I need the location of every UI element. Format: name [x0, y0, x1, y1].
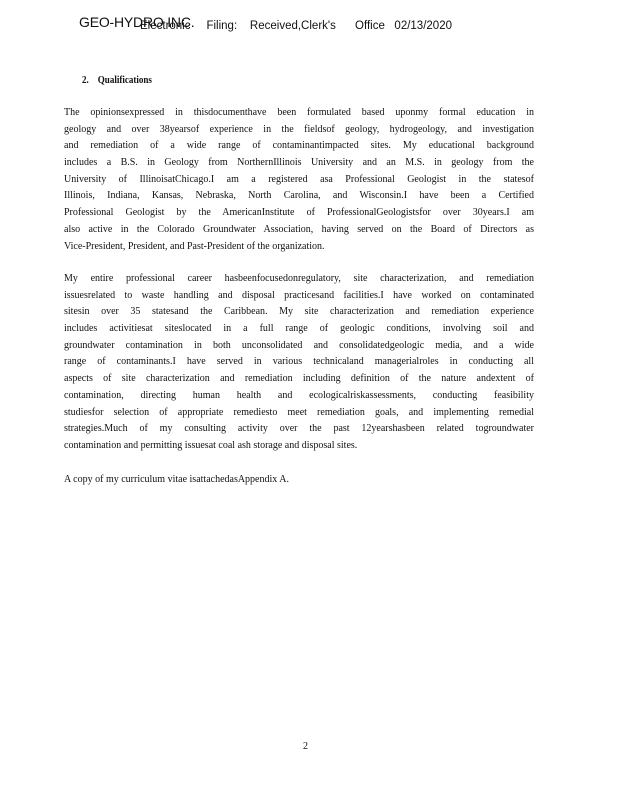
paragraph-line: contamination, directing human health and ecologicalriskassessments, conducting feasibility [64, 389, 534, 401]
paragraph-education [64, 105, 534, 255]
paragraph-line: Professional Geologist by the AmericanInstitute of ProfessionalGeologistsfor over 30years.I am [64, 207, 534, 219]
paragraph-line: sitesin over 35 statesand the Caribbean. My site characterization and remediation experience [64, 306, 534, 318]
paragraph-cv-reference [64, 472, 534, 489]
paragraph-line: University of IllinoisatChicago.I am a registered asa Professional Geologist in the statesof [64, 173, 534, 185]
paragraph-line: issuesrelated to waste handling and disposal practicesand facilities.I have worked on contaminated [64, 289, 534, 301]
paragraph-career [64, 271, 534, 455]
paragraph-line: also active in the Colorado Groundwater Association, having served on the Board of Directors as [64, 223, 534, 235]
paragraph-line: My entire professional career hasbeenfocusedonregulatory, site characterization, and remediation [64, 273, 534, 284]
paragraph-line: The opinionsexpressed in thisdocumenthave been formulated based uponmy formal education in [64, 107, 534, 118]
paragraph-line: contamination and permitting issuesat coal ash storage and disposal sites. [64, 439, 358, 451]
paragraph-line: groundwater contamination in both unconsolidated and consolidatedgeologic media, and a wide [64, 339, 534, 351]
paragraph-line: aspects of site characterization and remediation including definition of the nature andextent of [64, 373, 534, 385]
paragraph-line: Vice-President, President, and Past-President of the organization. [64, 240, 325, 252]
paragraph-line: range of contaminants.I have served in various technicaland managerialroles in conducting all [64, 356, 534, 368]
paragraph-line: A copy of my curriculum vitae isattachedasAppendix A. [64, 474, 289, 485]
paragraph-line: includes a B.S. in Geology from NorthernIllinois University and an M.S. in geology from the [64, 157, 534, 169]
paragraph-line: includes activitiesat siteslocated in a full range of geologic conditions, involving soil and [64, 323, 534, 335]
paragraph-line: and remediation of a wide range of contaminantimpacted sites. My educational background [64, 140, 534, 152]
company-name: GEO-HYDRO INC. [79, 14, 195, 30]
filing-stamp: Electronic Filing: Received,Clerk's Office 02/13/2020 [140, 20, 452, 32]
section-heading: 2. Qualifications [82, 74, 152, 86]
page-number: 2 [303, 741, 308, 752]
paragraph-line: strategies.Much of my consulting activity over the past 12yearshasbeen related togroundwater [64, 423, 534, 435]
paragraph-line: geology and over 38yearsof experience in the fieldsof geology, hydrogeology, and investigation [64, 123, 534, 135]
paragraph-line: studiesfor selection of appropriate remediesto meet remediation goals, and implementing remedial [64, 406, 534, 418]
paragraph-line: Illinois, Indiana, Kansas, Nebraska, North Carolina, and Wisconsin.I have been a Certified [64, 190, 534, 202]
